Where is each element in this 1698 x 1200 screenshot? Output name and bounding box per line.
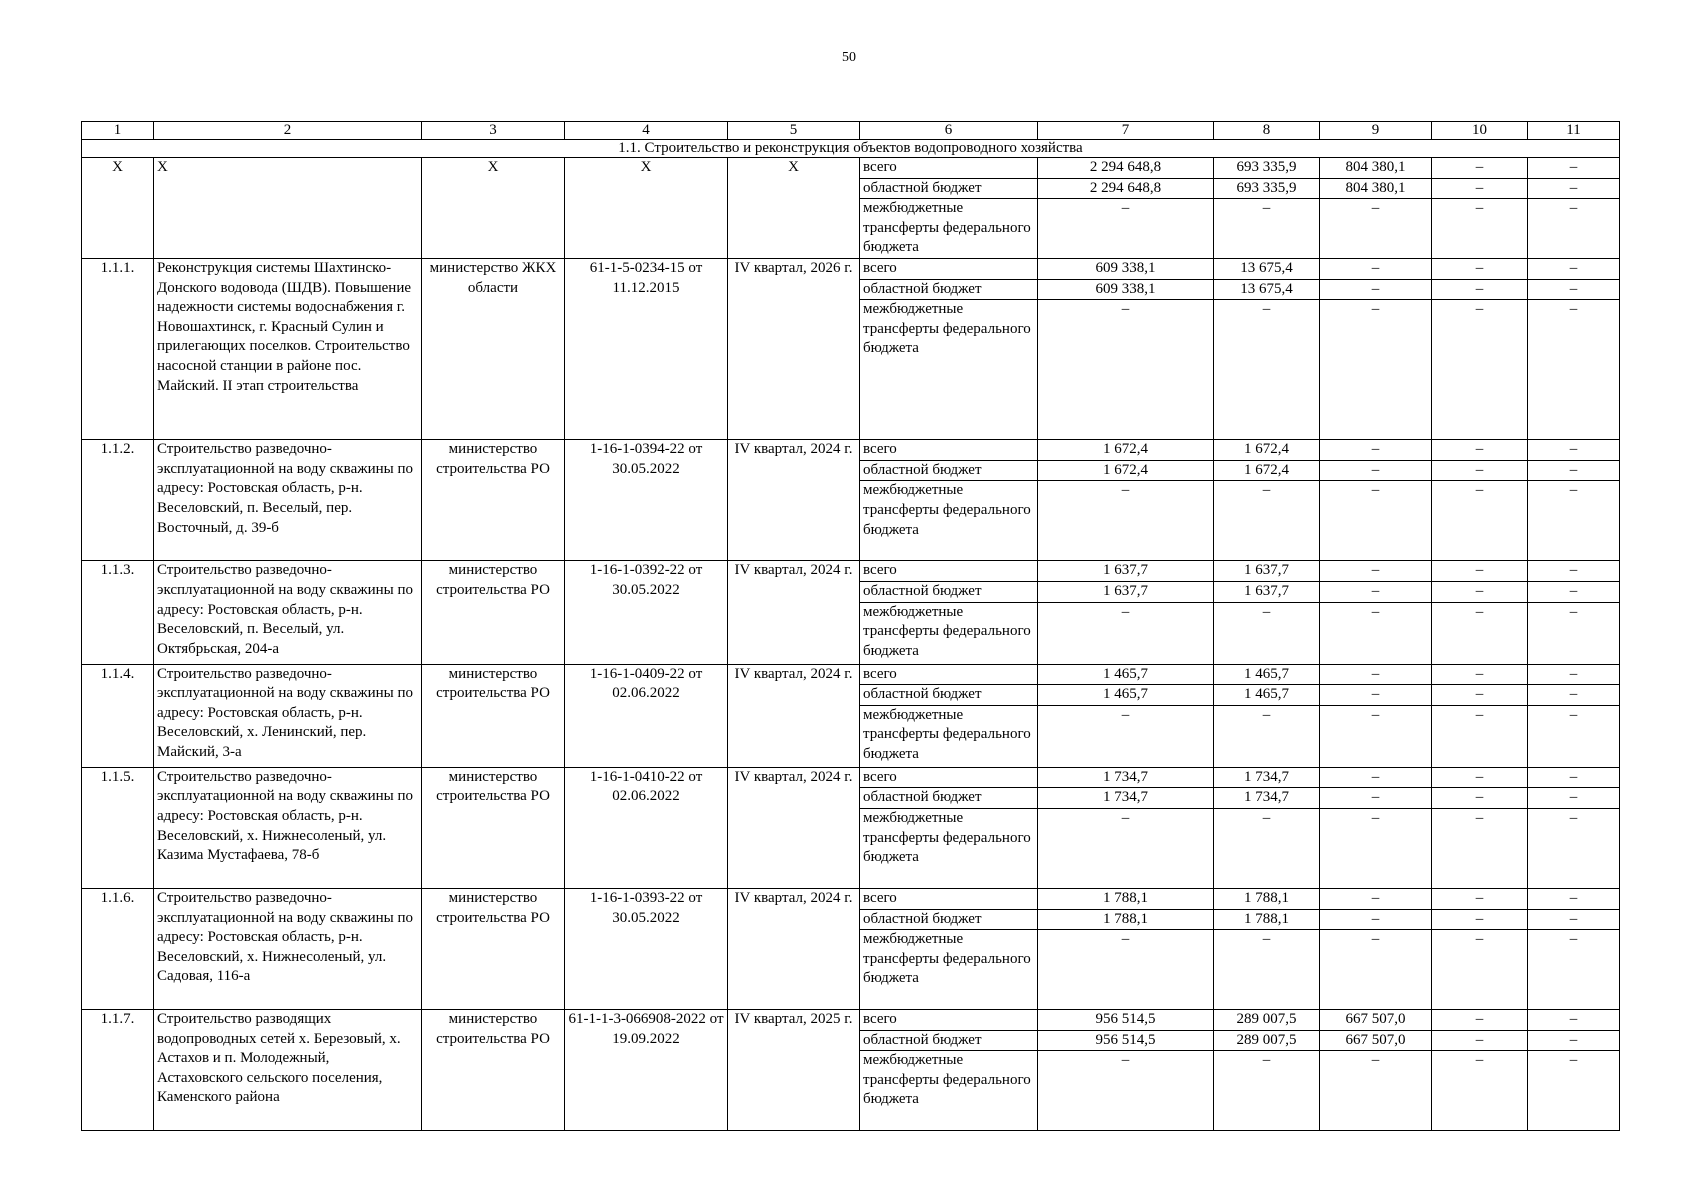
funding-value: – bbox=[1320, 481, 1432, 561]
item-number: 1.1.4. bbox=[82, 664, 154, 767]
item-document: 1-16-1-0394-22 от 30.05.2022 bbox=[565, 440, 728, 561]
item-term: IV квартал, 2024 г. bbox=[728, 767, 860, 888]
funding-value: – bbox=[1432, 1010, 1528, 1031]
table-row bbox=[82, 664, 1620, 685]
funding-value: 1 788,1 bbox=[1038, 909, 1214, 930]
item-term: IV квартал, 2024 г. bbox=[728, 888, 860, 1009]
column-number: 2 bbox=[154, 122, 422, 140]
funding-value: – bbox=[1320, 460, 1432, 481]
funding-value: 1 672,4 bbox=[1038, 440, 1214, 461]
funding-value: – bbox=[1432, 279, 1528, 300]
funding-source-label: областной бюджет bbox=[860, 460, 1038, 481]
funding-value: 1 672,4 bbox=[1214, 460, 1320, 481]
item-term: IV квартал, 2024 г. bbox=[728, 440, 860, 561]
item-document: 1-16-1-0409-22 от 02.06.2022 bbox=[565, 664, 728, 767]
funding-value: – bbox=[1432, 788, 1528, 809]
item-document: 61-1-5-0234-15 от 11.12.2015 bbox=[565, 258, 728, 439]
item-name: Реконструкция системы Шахтинско-Донского водовода (ШДВ). Повышение надежности системы водоснабжения г. Новошахтинск, г. Красный Сулин и прилегающих поселков. Строительство насосной станции в районе пос. Майский. II этап строительства bbox=[154, 258, 422, 439]
funding-value: – bbox=[1038, 1051, 1214, 1131]
funding-value: – bbox=[1432, 930, 1528, 1010]
funding-value: – bbox=[1432, 300, 1528, 440]
funding-value: – bbox=[1432, 909, 1528, 930]
page-number: 50 bbox=[842, 50, 856, 65]
funding-value: 609 338,1 bbox=[1038, 258, 1214, 279]
column-number: 1 bbox=[82, 122, 154, 140]
funding-value: 956 514,5 bbox=[1038, 1010, 1214, 1031]
funding-value: – bbox=[1432, 561, 1528, 582]
funding-value: – bbox=[1320, 279, 1432, 300]
funding-value: – bbox=[1214, 808, 1320, 888]
funding-source-label: областной бюджет bbox=[860, 279, 1038, 300]
item-name: Строительство разведочно-эксплуатационной на воду скважины по адресу: Ростовская область, р-н. Веселовский, х. Нижнесоленый, ул. Садовая, 116-а bbox=[154, 888, 422, 1009]
funding-value: 1 637,7 bbox=[1214, 561, 1320, 582]
funding-value: 804 380,1 bbox=[1320, 158, 1432, 179]
funding-value: 2 294 648,8 bbox=[1038, 158, 1214, 179]
funding-value: – bbox=[1528, 279, 1620, 300]
funding-value: – bbox=[1038, 602, 1214, 664]
funding-source-label: всего bbox=[860, 888, 1038, 909]
funding-value: – bbox=[1528, 581, 1620, 602]
item-name: Строительство разведочно-эксплуатационной на воду скважины по адресу: Ростовская область, р-н. Веселовский, п. Веселый, пер. Восточный, д. 39-б bbox=[154, 440, 422, 561]
funding-value: – bbox=[1038, 199, 1214, 259]
table-row bbox=[82, 888, 1620, 909]
item-number: 1.1.3. bbox=[82, 561, 154, 664]
funding-value: – bbox=[1320, 788, 1432, 809]
funding-value: – bbox=[1432, 1030, 1528, 1051]
funding-source-label: областной бюджет bbox=[860, 581, 1038, 602]
funding-value: 667 507,0 bbox=[1320, 1030, 1432, 1051]
funding-source-label: областной бюджет bbox=[860, 685, 1038, 706]
column-number: 8 bbox=[1214, 122, 1320, 140]
funding-value: 13 675,4 bbox=[1214, 258, 1320, 279]
funding-value: – bbox=[1432, 808, 1528, 888]
funding-value: – bbox=[1432, 258, 1528, 279]
column-number: 9 bbox=[1320, 122, 1432, 140]
funding-value: – bbox=[1528, 930, 1620, 1010]
item-term: IV квартал, 2024 г. bbox=[728, 561, 860, 664]
table-row bbox=[82, 561, 1620, 582]
section-title: 1.1. Строительство и реконструкция объектов водопроводного хозяйства bbox=[82, 140, 1620, 158]
item-name: Строительство разводящих водопроводных сетей х. Березовый, х. Астахов и п. Молодежный, Астаховского сельского поселения, Каменского района bbox=[154, 1010, 422, 1131]
item-executor: министерство строительства РО bbox=[422, 440, 565, 561]
funding-value: – bbox=[1432, 685, 1528, 706]
item-term: IV квартал, 2025 г. bbox=[728, 1010, 860, 1131]
funding-value: – bbox=[1320, 685, 1432, 706]
funding-value: – bbox=[1432, 664, 1528, 685]
funding-value: – bbox=[1432, 705, 1528, 767]
item-executor: министерство строительства РО bbox=[422, 664, 565, 767]
funding-value: – bbox=[1432, 1051, 1528, 1131]
item-document: X bbox=[565, 158, 728, 259]
funding-source-label: областной бюджет bbox=[860, 788, 1038, 809]
funding-value: 1 788,1 bbox=[1214, 909, 1320, 930]
funding-value: – bbox=[1320, 440, 1432, 461]
funding-value: – bbox=[1528, 909, 1620, 930]
item-document: 1-16-1-0410-22 от 02.06.2022 bbox=[565, 767, 728, 888]
table-row bbox=[82, 767, 1620, 788]
funding-source-label: межбюджетные трансферты федерального бюджета bbox=[860, 602, 1038, 664]
funding-value: – bbox=[1528, 1010, 1620, 1031]
funding-value: – bbox=[1528, 888, 1620, 909]
funding-source-label: всего bbox=[860, 1010, 1038, 1031]
funding-value: – bbox=[1528, 664, 1620, 685]
item-number: 1.1.6. bbox=[82, 888, 154, 1009]
funding-source-label: межбюджетные трансферты федерального бюджета bbox=[860, 1051, 1038, 1131]
funding-value: – bbox=[1528, 178, 1620, 199]
funding-source-label: межбюджетные трансферты федерального бюджета bbox=[860, 481, 1038, 561]
funding-value: – bbox=[1528, 440, 1620, 461]
funding-value: 1 734,7 bbox=[1038, 767, 1214, 788]
funding-value: – bbox=[1528, 1030, 1620, 1051]
funding-value: 693 335,9 bbox=[1214, 158, 1320, 179]
funding-source-label: всего bbox=[860, 158, 1038, 179]
funding-value: 1 734,7 bbox=[1214, 767, 1320, 788]
funding-value: 13 675,4 bbox=[1214, 279, 1320, 300]
item-number: 1.1.7. bbox=[82, 1010, 154, 1131]
funding-value: 289 007,5 bbox=[1214, 1010, 1320, 1031]
funding-value: – bbox=[1432, 888, 1528, 909]
item-executor: министерство ЖКХ области bbox=[422, 258, 565, 439]
item-number: 1.1.2. bbox=[82, 440, 154, 561]
funding-value: 1 465,7 bbox=[1214, 685, 1320, 706]
funding-value: – bbox=[1528, 258, 1620, 279]
funding-value: 1 734,7 bbox=[1038, 788, 1214, 809]
funding-value: – bbox=[1038, 481, 1214, 561]
section-title-row bbox=[82, 140, 1620, 158]
funding-value: – bbox=[1528, 1051, 1620, 1131]
item-name: Строительство разведочно-эксплуатационной на воду скважины по адресу: Ростовская область, р-н. Веселовский, п. Веселый, ул. Октябрьская, 204-а bbox=[154, 561, 422, 664]
funding-value: – bbox=[1320, 909, 1432, 930]
funding-value: – bbox=[1528, 602, 1620, 664]
column-number: 11 bbox=[1528, 122, 1620, 140]
funding-value: 693 335,9 bbox=[1214, 178, 1320, 199]
funding-value: – bbox=[1432, 602, 1528, 664]
funding-value: – bbox=[1214, 1051, 1320, 1131]
funding-value: 1 788,1 bbox=[1038, 888, 1214, 909]
item-number: 1.1.1. bbox=[82, 258, 154, 439]
funding-source-label: межбюджетные трансферты федерального бюджета bbox=[860, 705, 1038, 767]
funding-value: – bbox=[1432, 178, 1528, 199]
column-number: 6 bbox=[860, 122, 1038, 140]
funding-value: 1 734,7 bbox=[1214, 788, 1320, 809]
funding-value: – bbox=[1528, 788, 1620, 809]
item-term: IV квартал, 2024 г. bbox=[728, 664, 860, 767]
funding-value: – bbox=[1432, 199, 1528, 259]
item-name: Строительство разведочно-эксплуатационной на воду скважины по адресу: Ростовская область, р-н. Веселовский, х. Ленинский, пер. Майский, 3-а bbox=[154, 664, 422, 767]
funding-source-label: областной бюджет bbox=[860, 1030, 1038, 1051]
item-document: 1-16-1-0392-22 от 30.05.2022 bbox=[565, 561, 728, 664]
funding-value: 804 380,1 bbox=[1320, 178, 1432, 199]
funding-value: – bbox=[1528, 199, 1620, 259]
funding-value: – bbox=[1214, 481, 1320, 561]
funding-value: – bbox=[1528, 767, 1620, 788]
funding-value: 1 637,7 bbox=[1038, 581, 1214, 602]
funding-value: – bbox=[1320, 767, 1432, 788]
column-number: 5 bbox=[728, 122, 860, 140]
item-document: 1-16-1-0393-22 от 30.05.2022 bbox=[565, 888, 728, 1009]
funding-value: – bbox=[1214, 602, 1320, 664]
funding-value: – bbox=[1528, 300, 1620, 440]
funding-source-label: всего bbox=[860, 561, 1038, 582]
funding-value: – bbox=[1320, 1051, 1432, 1131]
funding-value: – bbox=[1038, 808, 1214, 888]
column-numbers-row bbox=[82, 122, 1620, 140]
funding-value: – bbox=[1214, 930, 1320, 1010]
item-term: IV квартал, 2026 г. bbox=[728, 258, 860, 439]
item-number: 1.1.5. bbox=[82, 767, 154, 888]
funding-value: – bbox=[1528, 460, 1620, 481]
funding-value: – bbox=[1528, 481, 1620, 561]
funding-value: 956 514,5 bbox=[1038, 1030, 1214, 1051]
funding-value: – bbox=[1528, 685, 1620, 706]
column-number: 7 bbox=[1038, 122, 1214, 140]
table-row bbox=[82, 158, 1620, 179]
funding-value: – bbox=[1320, 258, 1432, 279]
funding-value: – bbox=[1038, 705, 1214, 767]
funding-value: – bbox=[1432, 158, 1528, 179]
funding-value: 1 465,7 bbox=[1038, 685, 1214, 706]
funding-source-label: межбюджетные трансферты федерального бюджета bbox=[860, 808, 1038, 888]
table-row bbox=[82, 440, 1620, 461]
funding-source-label: межбюджетные трансферты федерального бюджета bbox=[860, 199, 1038, 259]
funding-value: 1 465,7 bbox=[1214, 664, 1320, 685]
funding-source-label: всего bbox=[860, 664, 1038, 685]
funding-value: – bbox=[1432, 581, 1528, 602]
funding-value: – bbox=[1320, 561, 1432, 582]
funding-value: 1 672,4 bbox=[1214, 440, 1320, 461]
funding-value: 667 507,0 bbox=[1320, 1010, 1432, 1031]
funding-value: – bbox=[1528, 808, 1620, 888]
funding-value: 1 637,7 bbox=[1038, 561, 1214, 582]
funding-source-label: всего bbox=[860, 440, 1038, 461]
funding-value: – bbox=[1038, 300, 1214, 440]
item-number: X bbox=[82, 158, 154, 259]
funding-value: – bbox=[1214, 199, 1320, 259]
funding-value: – bbox=[1320, 664, 1432, 685]
item-name: X bbox=[154, 158, 422, 259]
item-name: Строительство разведочно-эксплуатационной на воду скважины по адресу: Ростовская область, р-н. Веселовский, х. Нижнесоленый, ул. Казима Мустафаева, 78-б bbox=[154, 767, 422, 888]
funding-value: – bbox=[1038, 930, 1214, 1010]
funding-value: – bbox=[1320, 199, 1432, 259]
table-row bbox=[82, 258, 1620, 279]
column-number: 4 bbox=[565, 122, 728, 140]
item-executor: министерство строительства РО bbox=[422, 767, 565, 888]
item-document: 61-1-1-3-066908-2022 от 19.09.2022 bbox=[565, 1010, 728, 1131]
funding-source-label: областной бюджет bbox=[860, 909, 1038, 930]
item-executor: министерство строительства РО bbox=[422, 561, 565, 664]
funding-source-label: межбюджетные трансферты федерального бюджета bbox=[860, 300, 1038, 440]
funding-value: – bbox=[1214, 705, 1320, 767]
item-term: X bbox=[728, 158, 860, 259]
column-number: 10 bbox=[1432, 122, 1528, 140]
funding-value: – bbox=[1214, 300, 1320, 440]
funding-value: 1 465,7 bbox=[1038, 664, 1214, 685]
funding-value: – bbox=[1528, 158, 1620, 179]
funding-value: – bbox=[1320, 888, 1432, 909]
funding-value: – bbox=[1528, 705, 1620, 767]
column-number: 3 bbox=[422, 122, 565, 140]
funding-source-label: всего bbox=[860, 767, 1038, 788]
funding-value: 2 294 648,8 bbox=[1038, 178, 1214, 199]
funding-value: – bbox=[1528, 561, 1620, 582]
funding-value: – bbox=[1432, 767, 1528, 788]
funding-value: – bbox=[1320, 930, 1432, 1010]
funding-value: – bbox=[1432, 460, 1528, 481]
item-executor: министерство строительства РО bbox=[422, 1010, 565, 1131]
table-row bbox=[82, 1010, 1620, 1031]
funding-value: – bbox=[1320, 705, 1432, 767]
funding-value: 1 637,7 bbox=[1214, 581, 1320, 602]
funding-value: – bbox=[1320, 808, 1432, 888]
funding-source-label: межбюджетные трансферты федерального бюджета bbox=[860, 930, 1038, 1010]
funding-value: 1 672,4 bbox=[1038, 460, 1214, 481]
funding-value: 609 338,1 bbox=[1038, 279, 1214, 300]
budget-table bbox=[81, 121, 1620, 1131]
funding-value: 1 788,1 bbox=[1214, 888, 1320, 909]
funding-value: – bbox=[1320, 300, 1432, 440]
funding-value: 289 007,5 bbox=[1214, 1030, 1320, 1051]
funding-value: – bbox=[1432, 440, 1528, 461]
funding-value: – bbox=[1320, 581, 1432, 602]
item-executor: X bbox=[422, 158, 565, 259]
funding-value: – bbox=[1432, 481, 1528, 561]
funding-source-label: всего bbox=[860, 258, 1038, 279]
item-executor: министерство строительства РО bbox=[422, 888, 565, 1009]
funding-value: – bbox=[1320, 602, 1432, 664]
funding-source-label: областной бюджет bbox=[860, 178, 1038, 199]
